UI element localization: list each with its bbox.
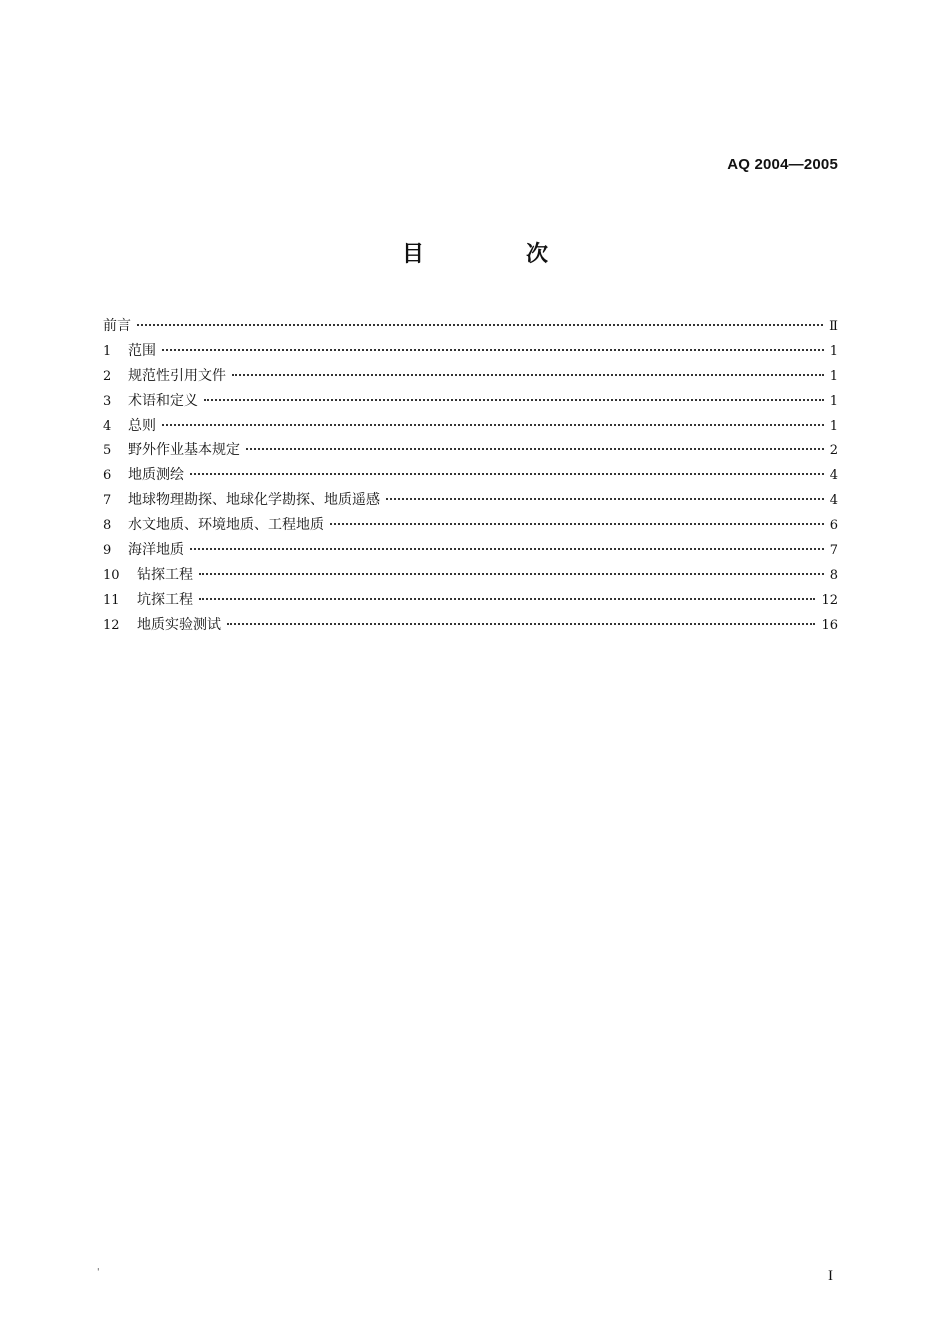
toc-leader-dots (190, 546, 824, 550)
toc-entry-page: 1 (829, 368, 838, 384)
toc-entry-text: 地质测绘 (128, 467, 184, 484)
toc-entry-12[interactable] (103, 613, 838, 638)
toc-entry-number: 8 (103, 518, 112, 534)
table-of-contents (103, 314, 838, 638)
toc-entry-5[interactable] (103, 438, 838, 463)
toc-entry-number: 5 (103, 443, 112, 459)
toc-entry-text: 术语和定义 (128, 392, 198, 409)
toc-leader-dots (330, 521, 824, 525)
toc-entry-text: 地球物理勘探、地球化学勘探、地质遥感 (128, 492, 380, 509)
toc-entry-2[interactable] (103, 364, 838, 389)
toc-entry-number: 11 (103, 592, 120, 608)
toc-entry-text: 总则 (128, 417, 156, 434)
toc-leader-dots (199, 596, 815, 600)
toc-entry-page: 16 (821, 617, 838, 633)
toc-leader-dots (227, 621, 815, 625)
toc-entry-number: 6 (103, 468, 112, 484)
toc-entry-text: 规范性引用文件 (128, 367, 226, 384)
toc-entry-text: 钻探工程 (137, 566, 193, 583)
toc-entry-foreword[interactable] (103, 314, 838, 339)
toc-entry-number: 10 (103, 567, 120, 583)
toc-entry-text: 水文地质、环境地质、工程地质 (128, 517, 324, 534)
toc-entry-number: 3 (103, 393, 112, 409)
toc-entry-8[interactable] (103, 513, 838, 538)
toc-leader-dots (190, 471, 824, 475)
toc-entry-3[interactable] (103, 389, 838, 414)
toc-entry-page: 8 (829, 567, 838, 583)
toc-entry-10[interactable] (103, 563, 838, 588)
toc-leader-dots (232, 372, 824, 376)
toc-entry-11[interactable] (103, 588, 838, 613)
toc-entry-page: 6 (829, 518, 838, 534)
toc-leader-dots (246, 446, 824, 450)
toc-entry-6[interactable] (103, 463, 838, 488)
toc-entry-page: 7 (829, 543, 838, 559)
toc-entry-text: 地质实验测试 (137, 616, 221, 633)
toc-entry-page: 12 (821, 592, 838, 608)
toc-entry-number: 1 (103, 343, 112, 359)
toc-leader-dots (386, 496, 824, 500)
toc-entry-text: 野外作业基本规定 (128, 442, 240, 459)
footer-mark: ' (97, 1268, 100, 1278)
toc-entry-page: 1 (829, 343, 838, 359)
toc-entry-page: 2 (829, 443, 838, 459)
toc-entry-4[interactable] (103, 414, 838, 439)
toc-entry-1[interactable] (103, 339, 838, 364)
toc-entry-text: 坑探工程 (137, 591, 193, 608)
toc-entry-text: 范围 (128, 342, 156, 359)
page-title: 目 次 (401, 242, 588, 267)
toc-entry-number: 2 (103, 368, 112, 384)
toc-entry-page: Ⅱ (829, 319, 838, 334)
toc-entry-page: 4 (829, 493, 838, 509)
toc-leader-dots (162, 422, 824, 426)
toc-entry-number: 4 (103, 418, 112, 434)
toc-entry-page: 1 (829, 393, 838, 409)
footer-page-number: I (828, 1268, 833, 1284)
toc-leader-dots (204, 397, 824, 401)
toc-entry-text: 海洋地质 (128, 542, 184, 559)
toc-entry-number: 7 (103, 493, 112, 509)
toc-entry-text: 前言 (103, 318, 131, 334)
standard-code: AQ 2004—2005 (727, 156, 838, 173)
toc-entry-number: 9 (103, 543, 112, 559)
toc-entry-number: 12 (103, 617, 120, 633)
toc-leader-dots (137, 322, 823, 326)
toc-leader-dots (162, 347, 824, 351)
toc-entry-page: 4 (829, 468, 838, 484)
toc-leader-dots (199, 571, 824, 575)
toc-entry-9[interactable] (103, 538, 838, 563)
toc-entry-7[interactable] (103, 488, 838, 513)
toc-entry-page: 1 (829, 418, 838, 434)
